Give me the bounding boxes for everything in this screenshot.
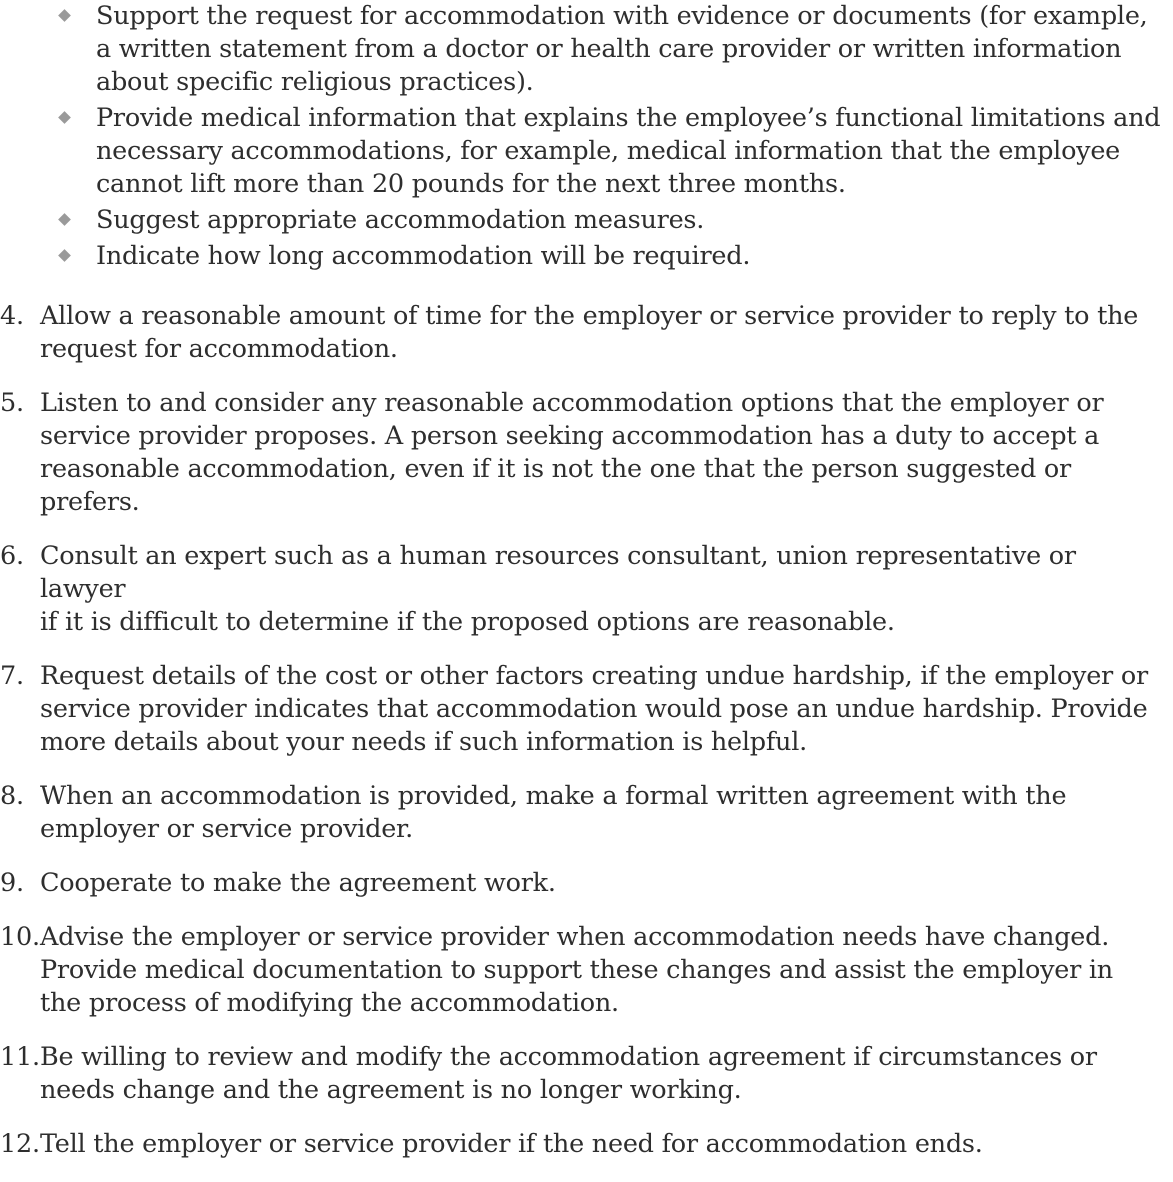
- step-number: 7.: [0, 661, 24, 691]
- step-line: service provider proposes. A person seeking accommodation has a duty to accept a: [40, 421, 1100, 451]
- step-line: needs change and the agreement is no longer working.: [40, 1075, 742, 1105]
- step-line: When an accommodation is provided, make a formal written agreement with the: [40, 781, 1067, 811]
- step-line: Consult an expert such as a human resources consultant, union representative or lawyer: [40, 541, 1076, 604]
- step-line: Provide medical documentation to support these changes and assist the employer in: [40, 955, 1113, 985]
- step-item-9: [0, 867, 1173, 900]
- step-line: Cooperate to make the agreement work.: [40, 868, 556, 898]
- bullet-line: necessary accommodations, for example, medical information that the employee: [96, 136, 1121, 166]
- step-line: request for accommodation.: [40, 334, 398, 364]
- step-item-6: [0, 540, 1173, 639]
- step-line: if it is difficult to determine if the proposed options are reasonable.: [40, 607, 895, 637]
- step-item-8: [0, 780, 1173, 846]
- bullet-line: a written statement from a doctor or health care provider or written information: [96, 34, 1122, 64]
- bullet-list: [0, 0, 1173, 276]
- step-line: Listen to and consider any reasonable accommodation options that the employer or: [40, 388, 1104, 418]
- diamond-bullet-icon: [58, 214, 70, 226]
- bullet-item: [0, 102, 1173, 201]
- bullet-line: about specific religious practices).: [96, 67, 534, 97]
- step-item-4: [0, 300, 1173, 366]
- step-item-10: [0, 921, 1173, 1020]
- step-number: 5.: [0, 388, 24, 418]
- step-item-12: [0, 1128, 1173, 1161]
- step-line: Tell the employer or service provider if the need for accommodation ends.: [40, 1129, 983, 1159]
- bullet-item: [0, 0, 1173, 99]
- step-line: Request details of the cost or other factors creating undue hardship, if the employer or: [40, 661, 1148, 691]
- bullet-line: Provide medical information that explains the employee’s functional limitations and: [96, 103, 1161, 133]
- numbered-steps-list: [0, 300, 1173, 1182]
- step-number: 6.: [0, 541, 24, 571]
- step-line: Be willing to review and modify the accommodation agreement if circumstances or: [40, 1042, 1097, 1072]
- step-number: 4.: [0, 301, 24, 331]
- step-line: employer or service provider.: [40, 814, 414, 844]
- diamond-bullet-icon: [58, 10, 70, 22]
- step-item-7: [0, 660, 1173, 759]
- step-item-11: [0, 1041, 1173, 1107]
- bullet-item: [0, 204, 1173, 237]
- step-line: Advise the employer or service provider when accommodation needs have changed.: [40, 922, 1110, 952]
- step-line: reasonable accommodation, even if it is not the one that the person suggested or prefers.: [40, 454, 1071, 517]
- step-line: the process of modifying the accommodation.: [40, 988, 619, 1018]
- step-number: 10.: [0, 922, 40, 952]
- step-number: 9.: [0, 868, 24, 898]
- step-number: 8.: [0, 781, 24, 811]
- step-line: service provider indicates that accommodation would pose an undue hardship. Provide: [40, 694, 1148, 724]
- step-number: 12.: [0, 1129, 40, 1159]
- bullet-line: Suggest appropriate accommodation measures.: [96, 205, 705, 235]
- step-number: 11.: [0, 1042, 40, 1072]
- diamond-bullet-icon: [58, 250, 70, 262]
- step-item-5: [0, 387, 1173, 519]
- step-line: Allow a reasonable amount of time for the employer or service provider to reply to the: [40, 301, 1139, 331]
- bullet-line: Support the request for accommodation with evidence or documents (for example,: [96, 1, 1148, 31]
- bullet-line: Indicate how long accommodation will be required.: [96, 241, 751, 271]
- bullet-item: [0, 240, 1173, 273]
- step-line: more details about your needs if such information is helpful.: [40, 727, 807, 757]
- bullet-line: cannot lift more than 20 pounds for the next three months.: [96, 169, 846, 199]
- diamond-bullet-icon: [58, 112, 70, 124]
